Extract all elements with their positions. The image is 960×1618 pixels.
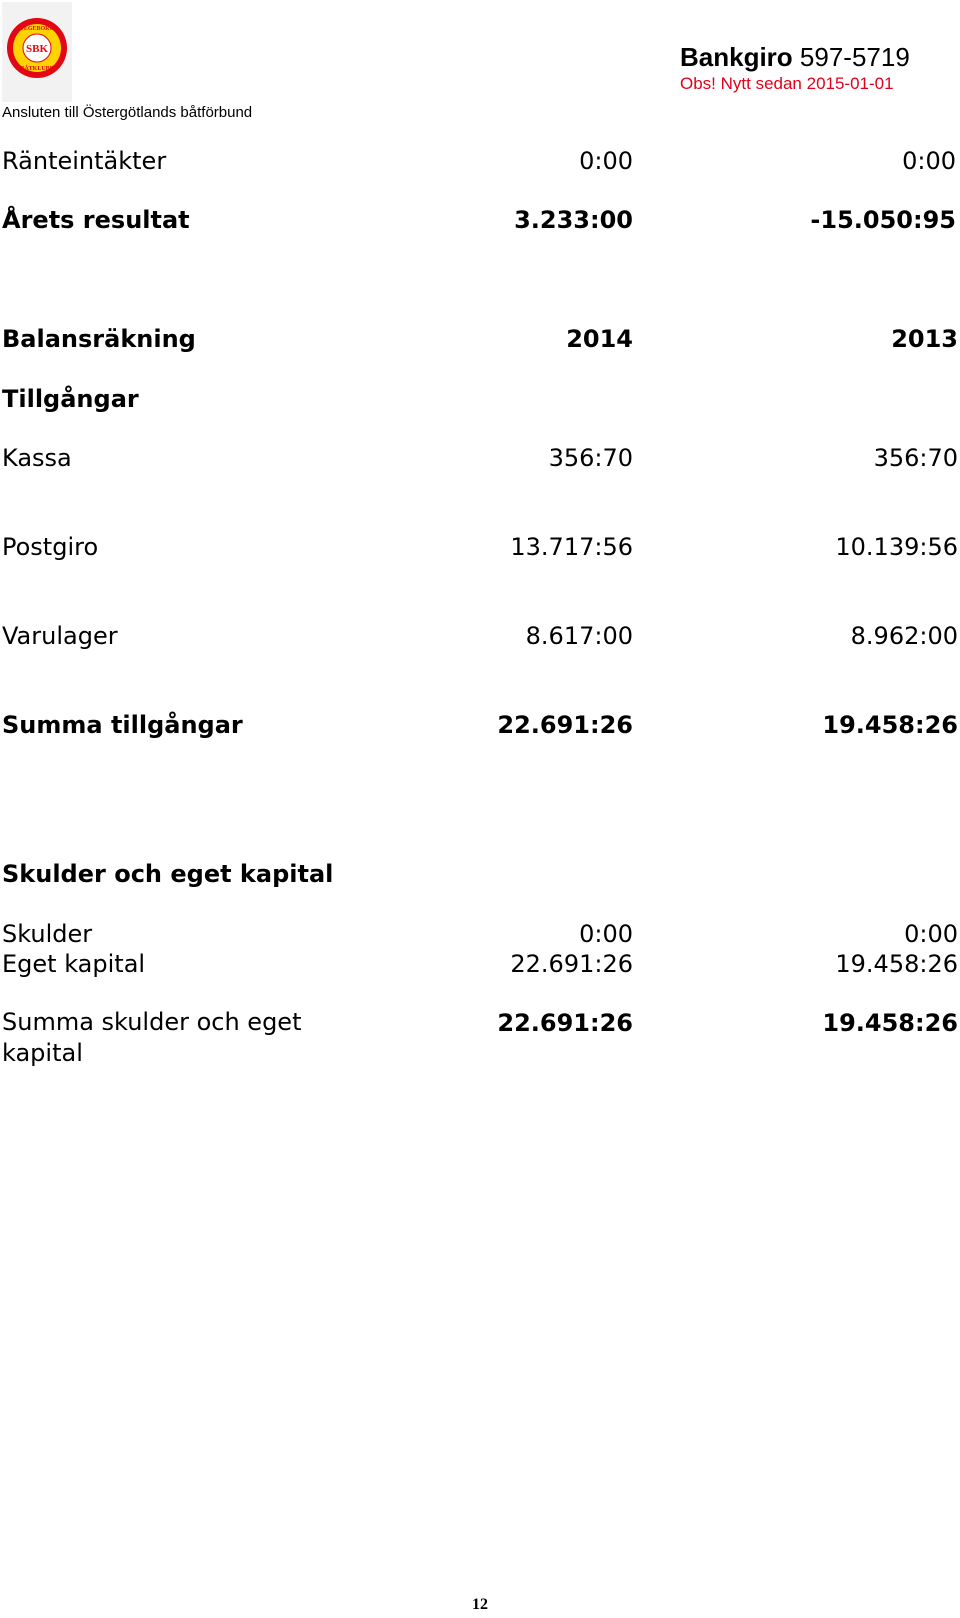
value-2014: 356:70 <box>548 444 633 472</box>
value-2014: 22.691:26 <box>497 1009 633 1037</box>
value-2013: 8.962:00 <box>850 622 958 650</box>
row-label: Summa skulder och eget kapital <box>2 1008 302 1067</box>
row-label: Varulager <box>2 622 118 650</box>
year-2013-header: 2013 <box>891 325 958 353</box>
value-2013: 0:00 <box>904 920 958 948</box>
liability-row-eget-kapital <box>0 948 960 980</box>
asset-row-kassa <box>0 442 960 474</box>
row-label: Summa tillgångar <box>2 711 243 739</box>
annual-result-row <box>0 204 960 236</box>
asset-row-postgiro <box>0 531 960 563</box>
value-2014: 0:00 <box>579 147 633 175</box>
bankgiro-number: 597-5719 <box>799 42 910 72</box>
row-label: Kassa <box>2 444 72 472</box>
row-label: Ränteintäkter <box>2 147 167 175</box>
value-2013: -15.050:95 <box>810 206 956 234</box>
assets-heading-row <box>0 383 960 415</box>
assets-heading: Tillgångar <box>2 385 139 413</box>
value-2014: 0:00 <box>579 920 633 948</box>
row-label: Skulder <box>2 920 93 948</box>
bankgiro-label: Bankgiro <box>680 42 793 72</box>
logo-bottom-text: BÅTKLUBB <box>20 66 54 72</box>
liabilities-total-row <box>0 1007 960 1071</box>
assets-total-row <box>0 709 960 741</box>
value-2013: 19.458:26 <box>822 711 958 739</box>
value-2013: 10.139:56 <box>835 533 958 561</box>
club-logo <box>2 2 72 102</box>
bankgiro-note: Obs! Nytt sedan 2015-01-01 <box>680 74 894 93</box>
interest-income-row <box>0 145 960 177</box>
value-2013: 356:70 <box>873 444 958 472</box>
value-2013: 19.458:26 <box>835 950 958 978</box>
value-2014: 22.691:26 <box>510 950 633 978</box>
row-label: Eget kapital <box>2 950 146 978</box>
balance-sheet-title: Balansräkning <box>2 325 196 353</box>
affiliation-text: Ansluten till Östergötlands båtförbund <box>2 104 253 121</box>
row-label: Årets resultat <box>2 206 190 234</box>
value-2014: 13.717:56 <box>510 533 633 561</box>
value-2013: 0:00 <box>902 147 956 175</box>
value-2013: 19.458:26 <box>822 1009 958 1037</box>
value-2014: 8.617:00 <box>525 622 633 650</box>
bankgiro-line <box>680 42 910 73</box>
page-number: 12 <box>472 1596 488 1613</box>
asset-row-varulager <box>0 620 960 652</box>
balance-sheet-header-row <box>0 323 960 355</box>
logo-center-text: SBK <box>25 43 49 55</box>
liabilities-heading: Skulder och eget kapital <box>2 860 334 888</box>
stegeborgs-batklubb-logo-icon <box>2 2 72 102</box>
value-2014: 22.691:26 <box>497 711 633 739</box>
liability-row-skulder <box>0 918 960 950</box>
logo-top-text: STEGEBORGS <box>16 26 58 32</box>
year-2014-header: 2014 <box>566 325 633 353</box>
value-2014: 3.233:00 <box>514 206 633 234</box>
liabilities-heading-row <box>0 858 960 890</box>
row-label: Postgiro <box>2 533 99 561</box>
